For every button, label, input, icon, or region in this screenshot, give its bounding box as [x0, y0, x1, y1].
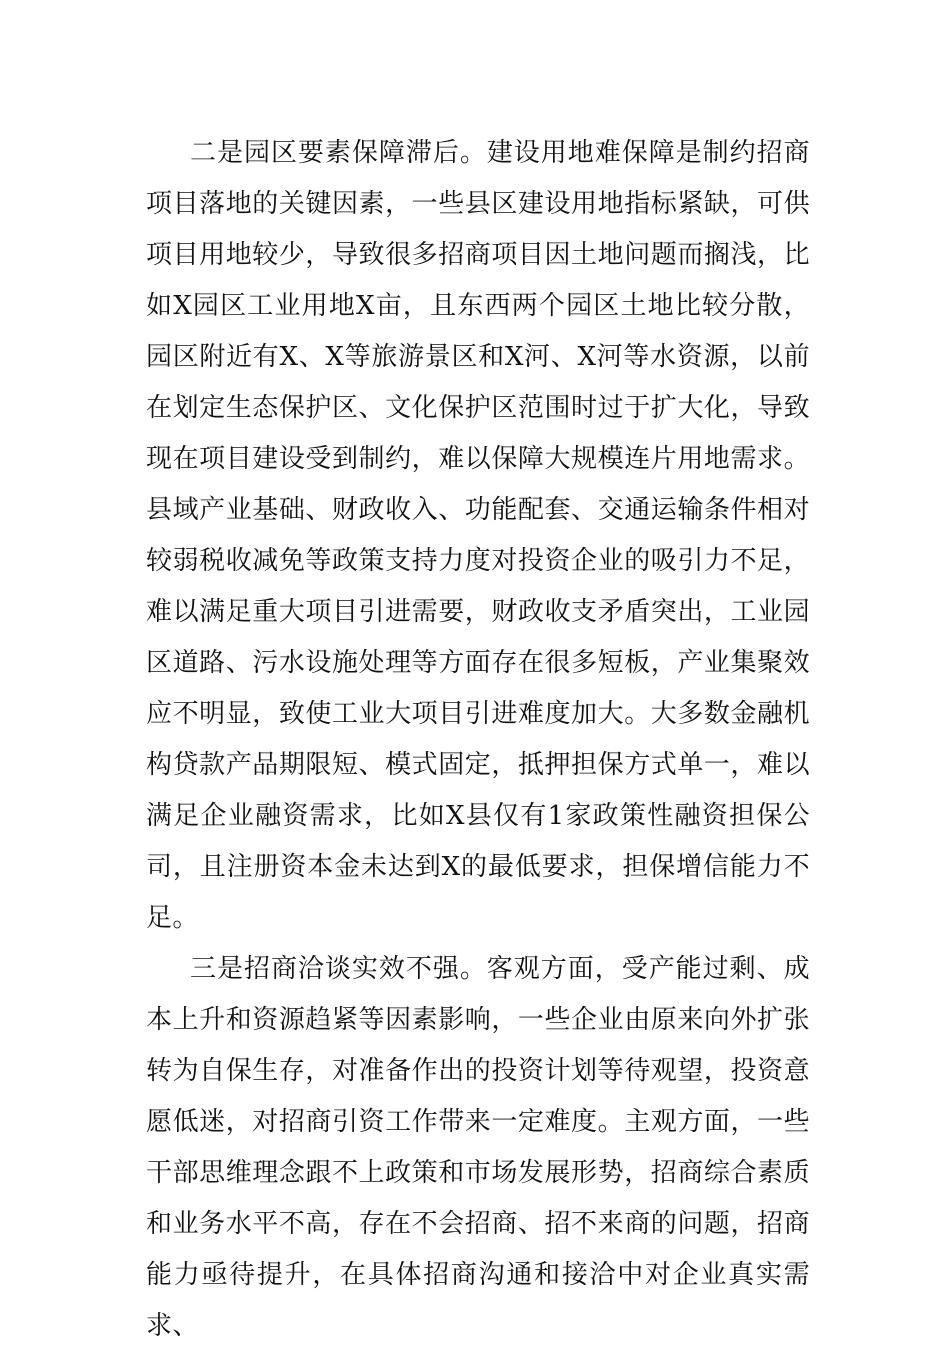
paragraph-park-factors: 二是园区要素保障滞后。建设用地难保障是制约招商项目落地的关键因素，一些县区建设用地指标紧缺，可供项目用地较少，导致很多招商项目因土地问题而搁浅，比如X园区工业用地X亩，且东西两个园区土地比较分散，园区附近有X、X等旅游景区和X河、X河等水资源，以前在划定生态保护区、文化保护区范围时过于扩大化，导致现在项目建设受到制约，难以保障大规模连片用地需求。县域产业基础、财政收入、功能配套、交通运输条件相对较弱税收减免等政策支持力度对投资企业的吸引力不足，难以满足重大项目引进需要，财政收支矛盾突出，工业园区道路、污水设施处理等方面存在很多短板，产业集聚效应不明显，致使工业大项目引进难度加大。大多数金融机构贷款产品期限短、模式固定，抵押担保方式单一，难以满足企业融资需求，比如X县仅有1家政策性融资担保公司，且注册资本金未达到X的最低要求，担保增信能力不足。	[146, 138, 810, 933]
paragraph-negotiation-effectiveness: 三是招商洽谈实效不强。客观方面，受产能过剩、成本上升和资源趋紧等因素影响，一些企业由原来向外扩张转为自保生存，对准备作出的投资计划等待观望，投资意愿低迷，对招商引资工作带来一定难度。主观方面，一些干部思维理念跟不上政策和市场发展形势，招商综合素质和业务水平不高，存在不会招商、招不来商的问题，招商能力亟待提升，在具体招商沟通和接洽中对企业真实需求、	[146, 954, 810, 1341]
document-body	[146, 128, 810, 1352]
